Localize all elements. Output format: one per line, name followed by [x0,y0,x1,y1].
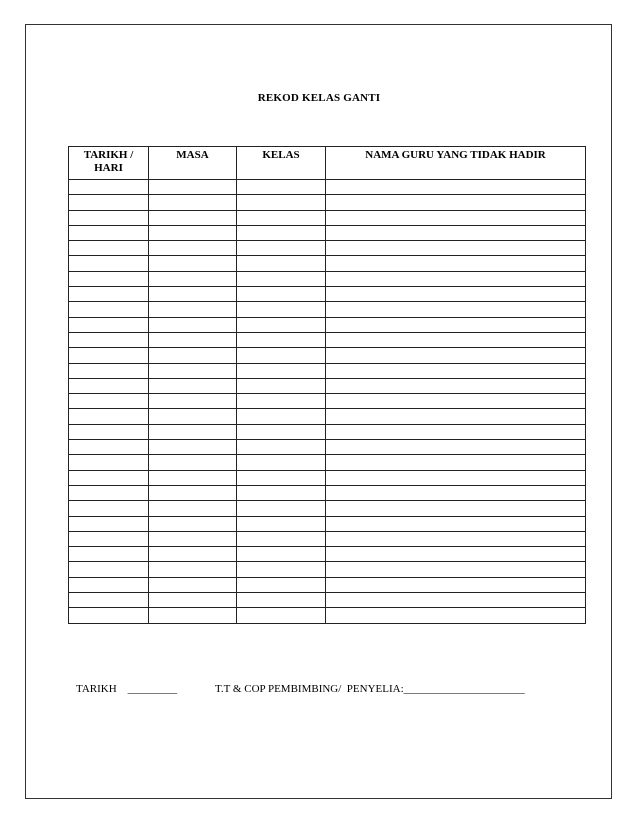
table-cell[interactable] [69,348,149,363]
table-cell[interactable] [69,241,149,256]
table-cell[interactable] [326,501,586,516]
table-cell[interactable] [69,256,149,271]
table-cell[interactable] [149,516,237,531]
table-cell[interactable] [326,256,586,271]
table-cell[interactable] [69,593,149,608]
header-kelas: KELAS [237,147,326,180]
table-cell[interactable] [326,195,586,210]
table-row [69,256,586,271]
header-nama-guru: NAMA GURU YANG TIDAK HADIR [326,147,586,180]
table-cell[interactable] [237,195,326,210]
table-cell[interactable] [326,287,586,302]
table-cell[interactable] [69,501,149,516]
table-cell[interactable] [326,547,586,562]
table-cell[interactable] [149,287,237,302]
table-cell[interactable] [326,317,586,332]
table-cell[interactable] [237,225,326,240]
table-cell[interactable] [237,180,326,195]
table-cell[interactable] [149,332,237,347]
table-cell[interactable] [149,394,237,409]
table-cell[interactable] [69,470,149,485]
table-cell[interactable] [149,271,237,286]
table-cell[interactable] [237,516,326,531]
table-cell[interactable] [326,180,586,195]
table-cell[interactable] [69,485,149,500]
table-cell[interactable] [326,531,586,546]
footer-date-field: TARIKH _________ [76,683,178,695]
table-row [69,287,586,302]
table-cell[interactable] [69,440,149,455]
table-cell[interactable] [326,348,586,363]
table-row [69,394,586,409]
table-cell[interactable] [69,317,149,332]
table-cell[interactable] [149,195,237,210]
table-cell[interactable] [326,302,586,317]
table-cell[interactable] [69,424,149,439]
table-cell[interactable] [69,271,149,286]
table-cell[interactable] [237,562,326,577]
table-cell[interactable] [237,287,326,302]
table-row [69,225,586,240]
table-row [69,332,586,347]
table-cell[interactable] [69,409,149,424]
table-cell[interactable] [149,424,237,439]
table-cell[interactable] [326,485,586,500]
table-cell[interactable] [149,455,237,470]
table-row [69,593,586,608]
table-cell[interactable] [237,256,326,271]
table-row [69,363,586,378]
table-row [69,210,586,225]
table-cell[interactable] [237,332,326,347]
table-row [69,302,586,317]
table-row [69,378,586,393]
table-body [69,180,586,624]
table-cell[interactable] [69,547,149,562]
table-cell[interactable] [326,608,586,623]
table-cell[interactable] [237,547,326,562]
table-cell[interactable] [149,225,237,240]
table-cell[interactable] [237,424,326,439]
table-cell[interactable] [149,547,237,562]
table-cell[interactable] [237,241,326,256]
table-cell[interactable] [326,470,586,485]
table-cell[interactable] [69,562,149,577]
table-row [69,424,586,439]
table-row [69,180,586,195]
table-cell[interactable] [149,562,237,577]
table-cell[interactable] [237,317,326,332]
table-cell[interactable] [69,516,149,531]
record-table [68,146,586,624]
table-row [69,241,586,256]
table-row [69,577,586,592]
table-row [69,195,586,210]
table-row [69,440,586,455]
table-cell[interactable] [326,394,586,409]
table-row [69,608,586,623]
table-cell[interactable] [149,485,237,500]
table-cell[interactable] [237,394,326,409]
table-cell[interactable] [69,302,149,317]
table-cell[interactable] [326,378,586,393]
table-cell[interactable] [69,210,149,225]
table-cell[interactable] [69,180,149,195]
table-cell[interactable] [326,271,586,286]
table-row [69,271,586,286]
table-cell[interactable] [237,470,326,485]
footer-signature-field: T.T & COP PEMBIMBING/ PENYELIA:______________________ [215,683,525,695]
table-row [69,562,586,577]
table-cell[interactable] [237,593,326,608]
table-cell[interactable] [326,562,586,577]
table-cell[interactable] [149,531,237,546]
table-cell[interactable] [326,332,586,347]
table-cell[interactable] [326,225,586,240]
table-cell[interactable] [237,501,326,516]
table-cell[interactable] [69,363,149,378]
table-cell[interactable] [149,180,237,195]
table-cell[interactable] [69,378,149,393]
table-cell[interactable] [149,256,237,271]
table-cell[interactable] [237,348,326,363]
table-cell[interactable] [149,302,237,317]
table-cell[interactable] [237,409,326,424]
table-cell[interactable] [326,210,586,225]
table-row [69,501,586,516]
table-row [69,409,586,424]
table-cell[interactable] [149,470,237,485]
table-cell[interactable] [69,225,149,240]
table-cell[interactable] [69,455,149,470]
table-cell[interactable] [326,440,586,455]
header-masa: MASA [149,147,237,180]
table-row [69,317,586,332]
table-cell[interactable] [237,302,326,317]
table-cell[interactable] [69,394,149,409]
table-row [69,470,586,485]
table-row [69,531,586,546]
table-cell[interactable] [237,608,326,623]
table-cell[interactable] [237,440,326,455]
table-cell[interactable] [237,577,326,592]
table-row [69,516,586,531]
table-row [69,547,586,562]
table-cell[interactable] [149,363,237,378]
table-cell[interactable] [149,608,237,623]
table-cell[interactable] [149,378,237,393]
table-cell[interactable] [237,485,326,500]
table-row [69,455,586,470]
table-cell[interactable] [237,363,326,378]
table-cell[interactable] [69,332,149,347]
table-cell[interactable] [237,531,326,546]
table-row [69,348,586,363]
table-cell[interactable] [69,195,149,210]
document-title: REKOD KELAS GANTI [257,92,381,104]
table-header-row [69,147,586,180]
table-cell[interactable] [326,241,586,256]
table-cell[interactable] [326,424,586,439]
table-cell[interactable] [149,409,237,424]
table-cell[interactable] [326,409,586,424]
table-cell[interactable] [69,577,149,592]
table-cell[interactable] [149,348,237,363]
table-cell[interactable] [326,455,586,470]
table-cell[interactable] [69,287,149,302]
table-cell[interactable] [149,210,237,225]
header-tarikh-hari: TARIKH / HARI [69,147,149,180]
table-cell[interactable] [69,608,149,623]
table-cell[interactable] [237,378,326,393]
table-cell[interactable] [326,516,586,531]
table-cell[interactable] [237,210,326,225]
table-cell[interactable] [326,363,586,378]
table-cell[interactable] [149,577,237,592]
table-cell[interactable] [149,501,237,516]
table-cell[interactable] [69,531,149,546]
table-cell[interactable] [149,241,237,256]
table-cell[interactable] [149,440,237,455]
table-cell[interactable] [237,455,326,470]
table-cell[interactable] [237,271,326,286]
table-cell[interactable] [326,593,586,608]
table-cell[interactable] [326,577,586,592]
table-cell[interactable] [149,593,237,608]
table-row [69,485,586,500]
table-cell[interactable] [149,317,237,332]
